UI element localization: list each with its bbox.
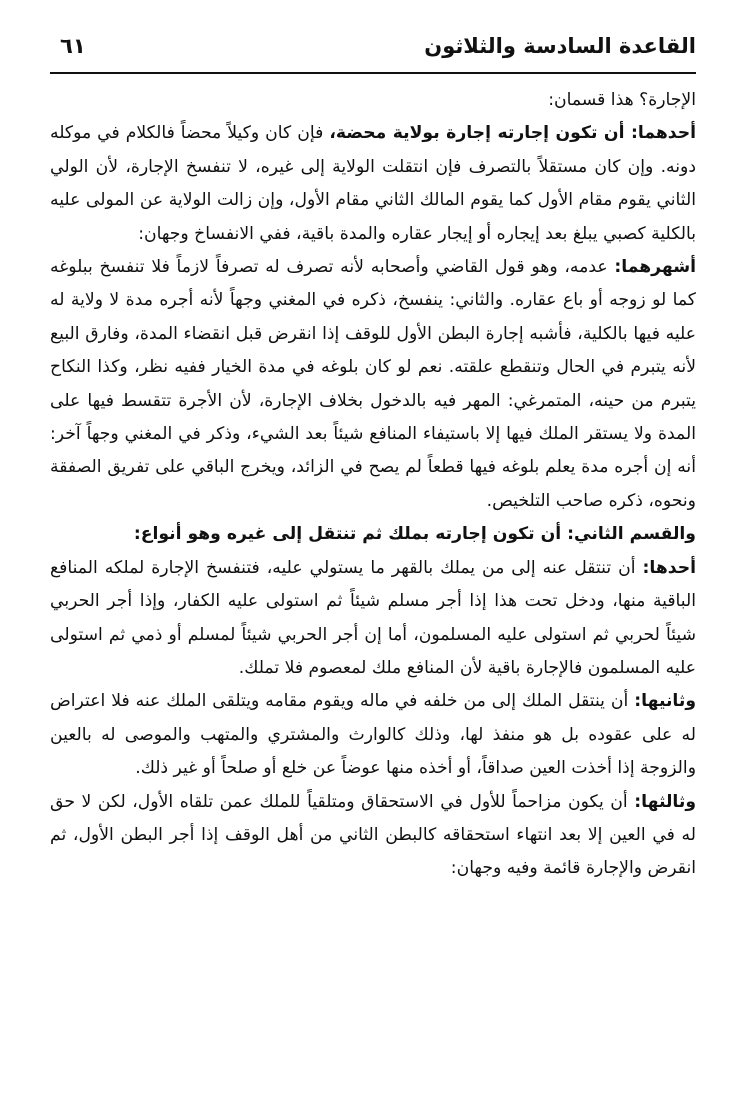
page-number: ٦١ [60,34,86,58]
paragraph-text: أن ينتقل الملك إلى من خلفه في ماله ويقوم مقامه ويتلقى الملك عنه فلا اعتراض له على عقوده بل هو منفذ لها، وذلك كالوارث والمشتري والمتهب والموصى له بالعين والزوجة إذا أخذت العين صداقاً، أو أخذه منها عوضاً عن خلع أو صلحاً أو غير ذلك. [50,691,696,779]
paragraph-lead: أشهرهما: [614,257,696,278]
paragraph-second-section [50,518,696,551]
header-divider [50,72,696,74]
paragraph-most-famous [50,251,696,518]
paragraph-text: عدمه، وهو قول القاضي وأصحابه لأنه تصرف له تصرفاً لازماً فلا تنفسخ ببلوغه كما لو زوجه أو باع عقاره. والثاني: ينفسخ، ذكره في المغني وجهاً لأنه أجره مدة لا ولاية له عليه فيها بالكلية، فأشبه إجارة البطن الأول للوقف إذا انقرض قبل انقضاء المدة، وفارق البيع لأنه يتبرم في الحال وتنقطع علقته. نعم لو كان بلوغه في مدة الخيار ففيه نظر، وكذا النكاح يتبرم من حينه، المتمرغي: المهر فيه بالدخول بخلاف الإجارة، لأن الأجرة تتقسط فيها على المدة ولا يستقر الملك فيها إلا باستيفاء المنافع شيئاً بعد الشيء، وذكر في المغني وجهاً آخر: أنه إن أجره مدة يعلم بلوغه فيها قطعاً لم يصح في الزائد، ويخرج الباقي على تفريق الصفقة ونحوه، ذكره صاحب التلخيص. [50,257,696,511]
paragraph-lead: أحدهما: أن تكون إجارته إجارة بولاية محضة، [329,123,696,144]
paragraph-first-kind [50,552,696,686]
paragraph-second-kind [50,685,696,785]
page-body [50,84,696,886]
paragraph-text: فإن كان وكيلاً محضاً فالكلام في موكله دونه. وإن كان مستقلاً بالتصرف فإن انتقلت الولاية إلى غيره، لا تنفسخ الإجارة، لأن الولي الثاني يقوم مقام الأول كما يقوم المالك الثاني مقام الأول، وإن زالت الولاية عن المولى عليه بالكلية كصبي يبلغ بعد إيجاره أو إيجار عقاره والمدة باقية، ففي الانفساخ وجهان: [50,123,696,244]
paragraph-lead: وثالثها: [634,791,696,812]
chapter-title: القاعدة السادسة والثلاثون [424,34,696,58]
paragraph-continuation [50,84,696,117]
paragraph-lead: وثانيها: [634,691,696,712]
paragraph-lead: أحدها: [642,557,696,578]
paragraph-lead: والقسم الثاني: أن تكون إجارته بملك ثم تنتقل إلى غيره وهو أنواع: [133,524,696,545]
paragraph-text: الإجارة؟ هذا قسمان: [548,90,696,110]
running-header [50,30,696,70]
paragraph-third-kind [50,786,696,886]
paragraph-text: أن تنتقل عنه إلى من يملك بالقهر ما يستولي عليه، فتنفسخ الإجارة لملكه المنافع الباقية منها، ودخل تحت هذا إذا أجر مسلم شيئاً ثم استولى عليه الكفار، وإذا أجر الحربي شيئاً لحربي ثم استولى عليه المسلمون، أما إن أجر الحربي شيئاً لمسلم أو ذمي ثم استولى عليه المسلمون فالإجارة باقية لأن المنافع ملك لمعصوم فلا تملك. [50,557,696,678]
paragraph-text: أن يكون مزاحماً للأول في الاستحقاق ومتلقياً للملك عمن تلقاه الأول، لكن لا حق له في العين إلا بعد انتهاء استحقاقه كالبطن الثاني من أهل الوقف إذا أجر البطن الأول، ثم انقرض والإجارة قائمة وفيه وجهان: [50,791,696,879]
paragraph-first-type [50,117,696,251]
